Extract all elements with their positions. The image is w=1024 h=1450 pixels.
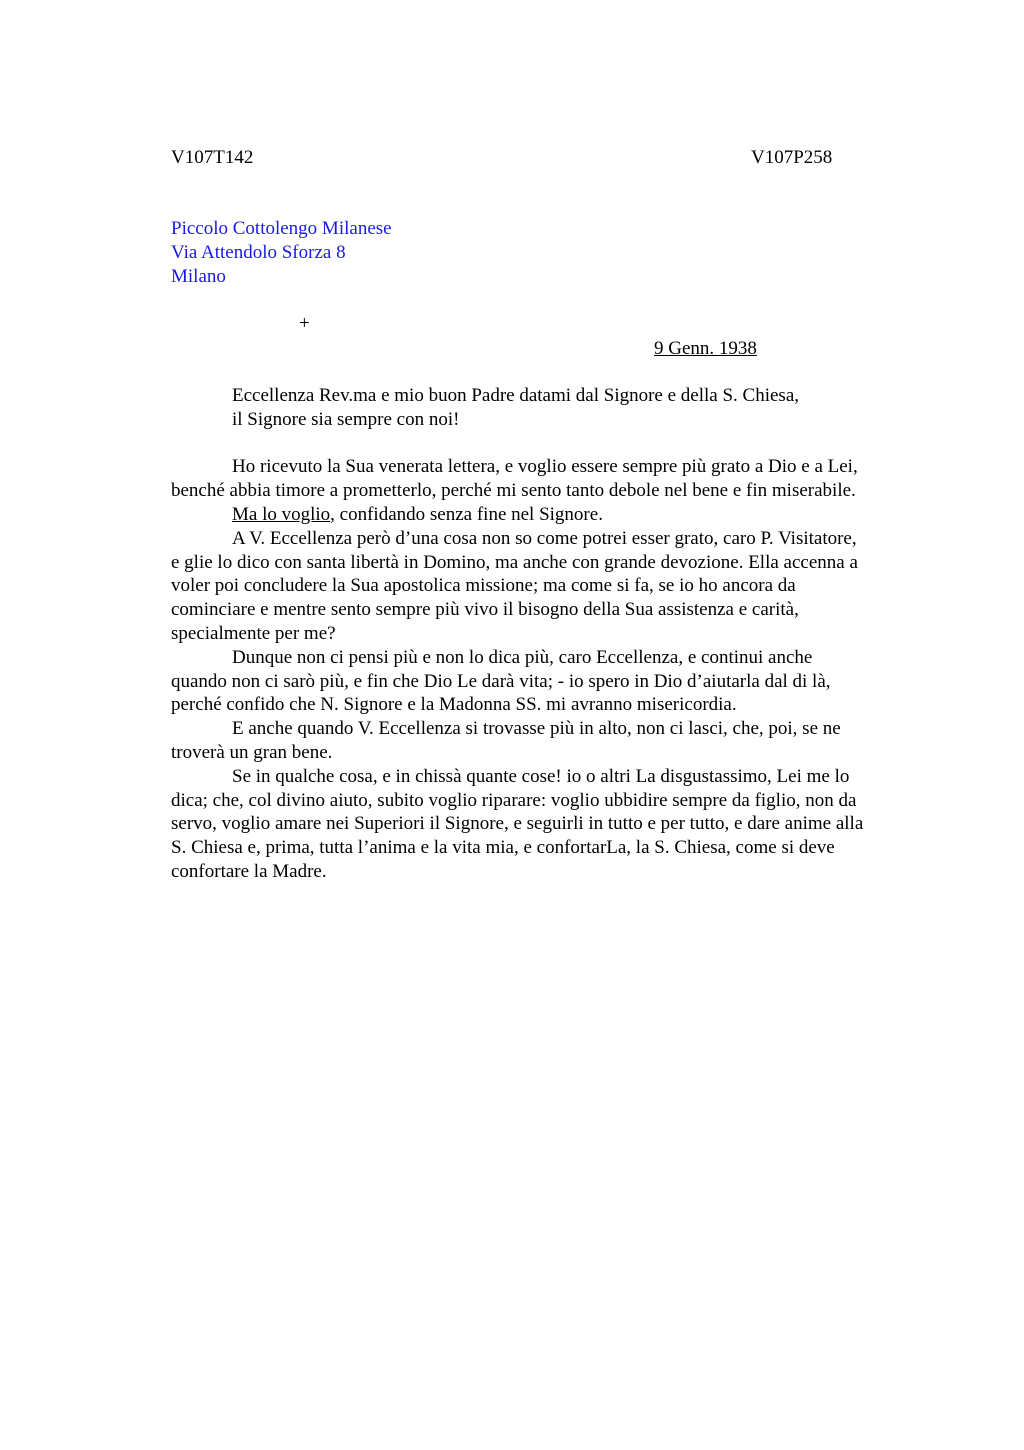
paragraph-3-line: specialmente per me? (171, 622, 336, 644)
paragraph-6-line: dica; che, col divino aiuto, subito voglio riparare: voglio ubbidire sempre da figlio, non da (171, 789, 857, 811)
paragraph-3-line: voler poi concludere la Sua apostolica missione; ma come si fa, se io ho ancora da (171, 575, 796, 597)
paragraph-3-line: cominciare e mentre sento sempre più vivo il bisogno della Sua assistenza e carità, (171, 599, 799, 621)
salutation-line: Eccellenza Rev.ma e mio buon Padre datami dal Signore e della S. Chiesa, (232, 385, 800, 406)
paragraph-gap (171, 432, 931, 456)
address-line-1: Piccolo Cottolengo Milanese (171, 218, 392, 239)
address-line-2: Via Attendolo Sforza 8 (171, 242, 346, 263)
paragraph-3-line: e glie lo dico con santa libertà in Domino, ma anche con grande devozione. Ella accenna a (171, 551, 858, 573)
document-code-right: V107P258 (751, 147, 833, 168)
paragraph-5-line: E anche quando V. Eccellenza si trovasse più in alto, non ci lasci, che, poi, se ne (232, 718, 841, 740)
paragraph-6-line: servo, voglio amare nei Superiori il Signore, e seguirli in tutto e per tutto, e dare anime alla (171, 813, 864, 835)
letter-date: 9 Genn. 1938 (654, 338, 757, 359)
cross-symbol: + (299, 313, 310, 334)
paragraph-5-line: troverà un gran bene. (171, 741, 333, 763)
paragraph-2-rest: , confidando senza fine nel Signore. (330, 503, 603, 525)
underlined-phrase: Ma lo voglio (232, 503, 331, 525)
paragraph-6-line: confortare la Madre. (171, 860, 327, 882)
paragraph-1-line: benché abbia timore a prometterlo, perché mi sento tanto debole nel bene e fin miserabile. (171, 480, 856, 502)
paragraph-4-line: perché confido che N. Signore e la Madonna SS. mi avranno misericordia. (171, 694, 737, 716)
paragraph-6-line: S. Chiesa e, prima, tutta l’anima e la vita mia, e confortarLa, la S. Chiesa, come si deve (171, 837, 835, 859)
paragraph-1-line: Ho ricevuto la Sua venerata lettera, e voglio essere sempre più grato a Dio e a Lei, (232, 456, 858, 478)
paragraph-6-line: Se in qualche cosa, e in chissà quante cose! io o altri La disgustassimo, Lei me lo (232, 765, 850, 787)
paragraph-4-line: quando non ci sarò più, e fin che Dio Le darà vita; - io spero in Dio d’aiutarla dal di là, (171, 670, 831, 692)
paragraph-2-line (171, 503, 931, 527)
letter-body (171, 384, 931, 884)
salutation-line: il Signore sia sempre con noi! (232, 408, 460, 430)
paragraph-3-line: A V. Eccellenza però d’una cosa non so come potrei esser grato, caro P. Visitatore, (232, 527, 857, 549)
paragraph-4-line: Dunque non ci pensi più e non lo dica più, caro Eccellenza, e continui anche (232, 646, 813, 668)
document-code-left: V107T142 (171, 147, 254, 168)
address-line-3: Milano (171, 266, 226, 287)
